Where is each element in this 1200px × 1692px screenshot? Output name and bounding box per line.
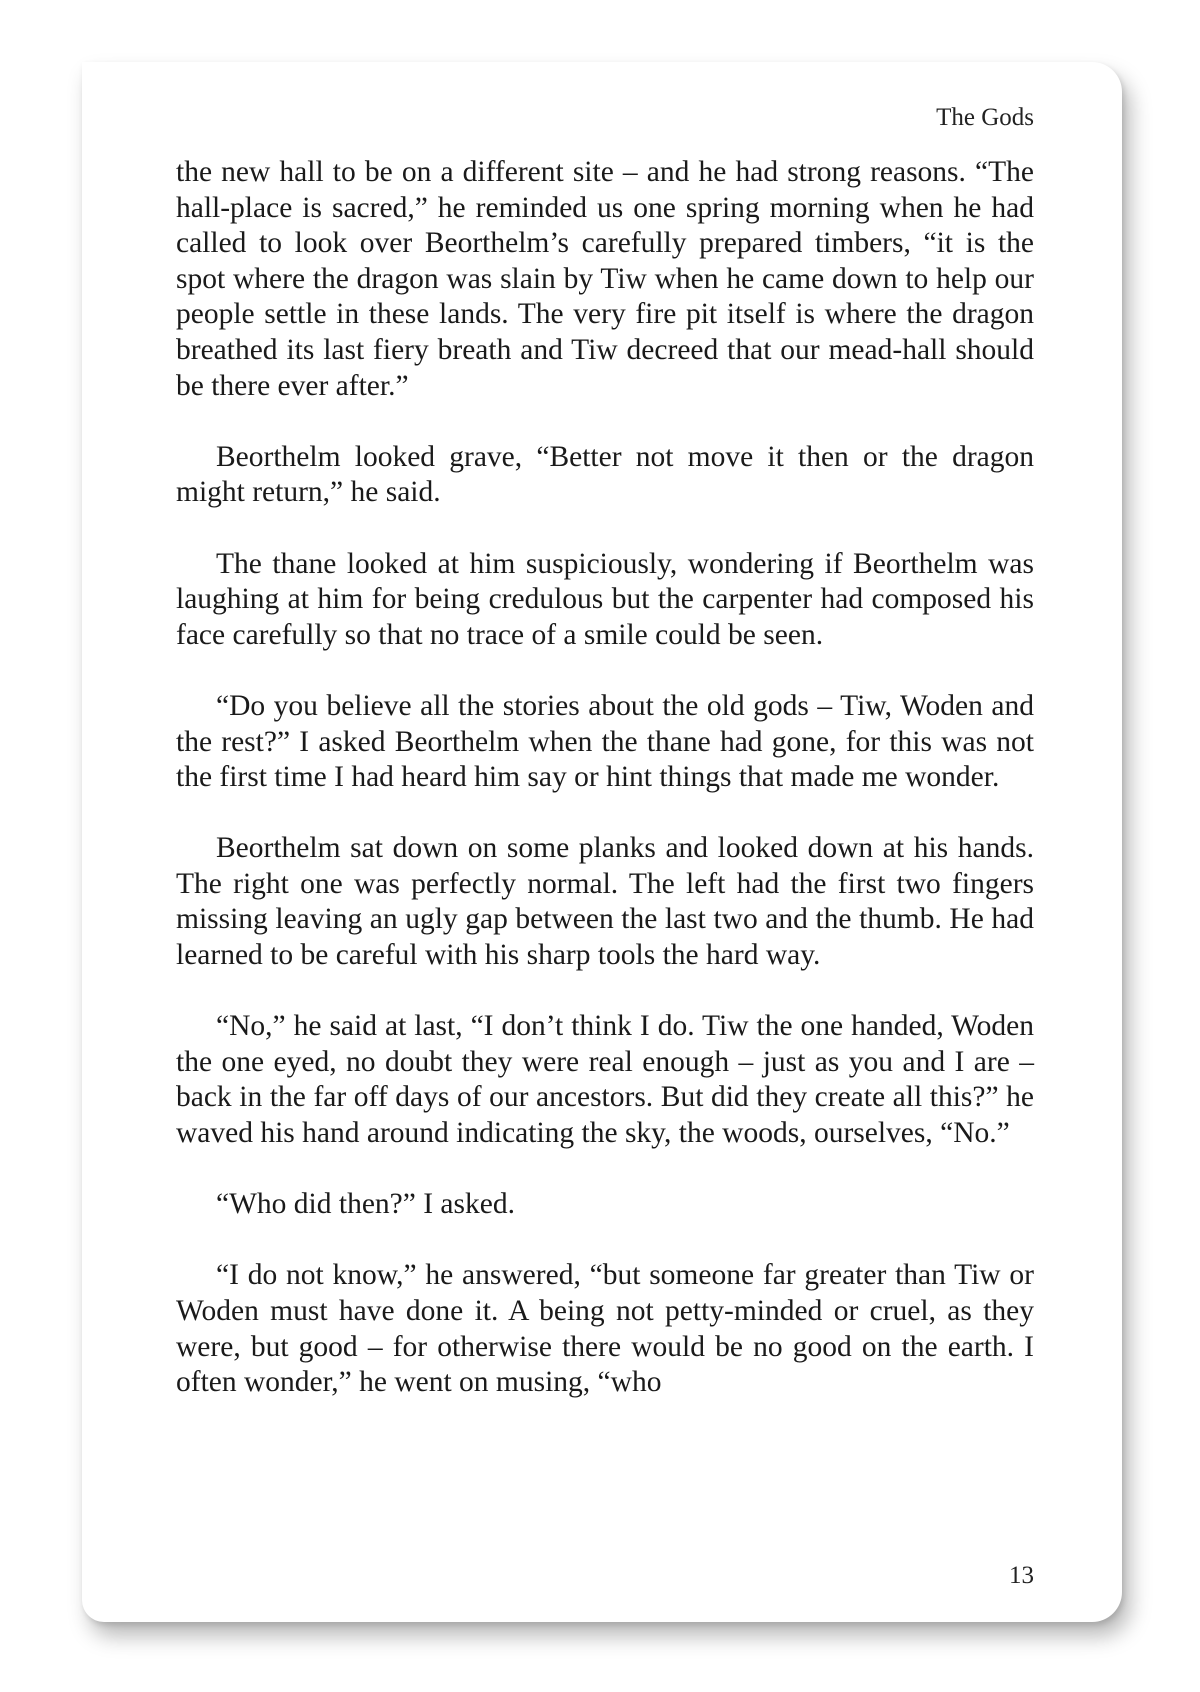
- paragraph: “Do you believe all the stories about the old gods – Tiw, Woden and the rest?” I asked Beorthelm when the thane had gone, for this was not the first time I had heard him say or hint things that made me wonder.: [176, 689, 1034, 794]
- paragraph: Beorthelm looked grave, “Better not move it then or the dragon might return,” he said.: [176, 440, 1034, 509]
- body-text: [176, 155, 1034, 1436]
- paragraph: “I do not know,” he answered, “but someone far greater than Tiw or Woden must have done it. A being not petty-minded or cruel, as they were, but good – for otherwise there would be no good on the earth. I often wonder,” he went on musing, “who: [176, 1259, 1034, 1399]
- paragraph: Beorthelm sat down on some planks and looked down at his hands. The right one was perfectly normal. The left had the first two fingers missing leaving an ugly gap between the last two and the thumb. He had learned to be careful with his sharp tools the hard way.: [176, 832, 1034, 972]
- paragraph-continued: the new hall to be on a different site – and he had strong reasons. “The hall-place is sacred,” he reminded us one spring morning when he had called to look over Beorthelm’s carefully prepared timbers, “it is the spot where the dragon was slain by Tiw when he came down to help our people settle in these lands. The very fire pit itself is where the dragon breathed its last fiery breath and Tiw decreed that our mead-hall should be there ever after.”: [176, 156, 1034, 402]
- paragraph: “Who did then?” I asked.: [216, 1188, 515, 1221]
- paragraph: “No,” he said at last, “I don’t think I do. Tiw the one handed, Woden the one eyed, no doubt they were real enough – just as you and I are – back in the far off days of our ancestors. But did they create all this?” he waved his hand around indicating the sky, the woods, ourselves, “No.”: [176, 1010, 1034, 1150]
- page-number: 13: [1009, 1562, 1034, 1589]
- paragraph: The thane looked at him suspiciously, wondering if Beorthelm was laughing at him for being credulous but the carpenter had composed his face carefully so that no trace of a smile could be seen.: [176, 547, 1034, 651]
- running-head: The Gods: [936, 104, 1034, 131]
